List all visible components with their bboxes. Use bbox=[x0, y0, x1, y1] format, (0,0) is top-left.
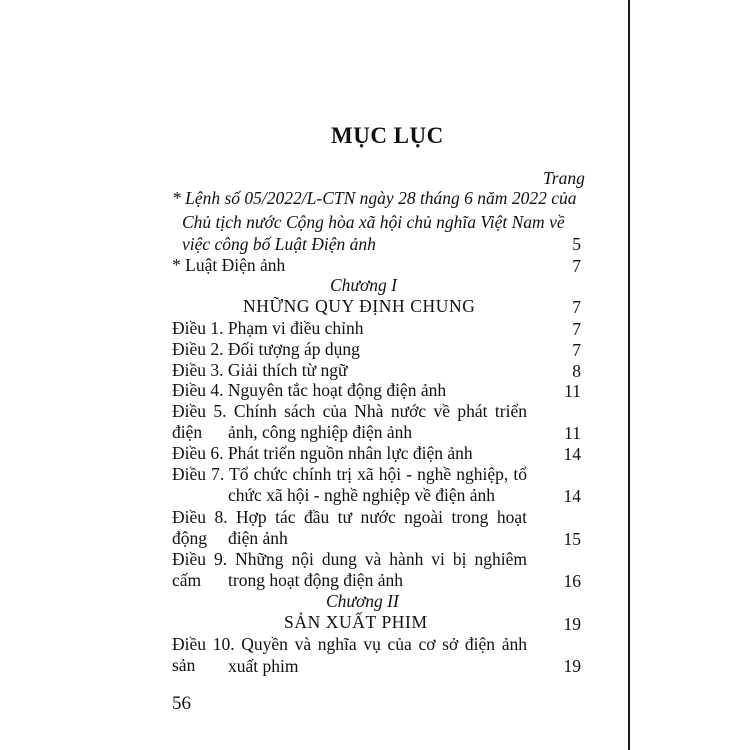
toc-article-page: 14 bbox=[563, 486, 581, 506]
toc-article-continued: chức xã hội - nghề nghiệp về điện ảnh bbox=[228, 485, 496, 505]
page-number: 56 bbox=[172, 693, 191, 714]
page-column-header: Trang bbox=[543, 168, 585, 188]
toc-entry-law-page: 7 bbox=[572, 256, 581, 276]
toc-article: Điều 7. Tổ chức chính trị xã hội - nghề nghiệp, tổ bbox=[172, 464, 527, 484]
toc-article-page: 11 bbox=[564, 381, 581, 401]
page-edge-line bbox=[628, 0, 630, 750]
toc-title: MỤC LỤC bbox=[331, 123, 444, 148]
toc-article: Điều 1. Phạm vi điều chỉnh bbox=[172, 318, 364, 338]
chapter-1-name: NHỮNG QUY ĐỊNH CHUNG bbox=[243, 296, 476, 316]
toc-article-page: 16 bbox=[563, 571, 581, 591]
chapter-2-name: SẢN XUẤT PHIM bbox=[284, 612, 428, 632]
chapter-2-page: 19 bbox=[563, 614, 581, 634]
toc-article: Điều 4. Nguyên tắc hoạt động điện ảnh bbox=[172, 380, 447, 400]
toc-article: Điều 5. Chính sách của Nhà nước về phát triển điện bbox=[172, 401, 527, 442]
chapter-2-label: Chương II bbox=[326, 591, 399, 611]
toc-article-page: 19 bbox=[563, 656, 581, 676]
toc-article-page: 11 bbox=[564, 423, 581, 443]
toc-article-continued: ảnh, công nghiệp điện ảnh bbox=[228, 422, 413, 442]
toc-article-continued: xuất phim bbox=[228, 656, 299, 676]
toc-article: Điều 8. Hợp tác đầu tư nước ngoài trong hoạt động bbox=[172, 507, 527, 548]
toc-article-page: 7 bbox=[572, 340, 581, 360]
toc-article-continued: điện ảnh bbox=[228, 528, 288, 548]
toc-entry-law: * Luật Điện ảnh bbox=[172, 255, 286, 275]
toc-article: Điều 6. Phát triển nguồn nhân lực điện ảnh bbox=[172, 443, 473, 463]
toc-article: Điều 10. Quyền và nghĩa vụ của cơ sở điện ảnh sản bbox=[172, 634, 527, 675]
toc-entry-decree-line3: việc công bố Luật Điện ảnh bbox=[182, 234, 376, 254]
toc-article-page: 8 bbox=[572, 361, 581, 381]
chapter-1-label: Chương I bbox=[330, 275, 398, 295]
toc-article-page: 7 bbox=[572, 319, 581, 339]
toc-article: Điều 9. Những nội dung và hành vi bị nghiêm cấm bbox=[172, 549, 527, 590]
toc-article-continued: trong hoạt động điện ảnh bbox=[228, 570, 403, 590]
toc-article: Điều 3. Giải thích từ ngữ bbox=[172, 360, 348, 380]
toc-entry-decree-line1: * Lệnh số 05/2022/L-CTN ngày 28 tháng 6 năm 2022 của bbox=[172, 188, 577, 208]
toc-entry-decree-page: 5 bbox=[572, 234, 581, 254]
toc-article: Điều 2. Đối tượng áp dụng bbox=[172, 339, 360, 359]
toc-entry-decree-line2: Chủ tịch nước Cộng hòa xã hội chủ nghĩa Việt Nam về bbox=[182, 212, 565, 232]
chapter-1-page: 7 bbox=[572, 297, 581, 317]
toc-article-page: 14 bbox=[563, 444, 581, 464]
toc-article-page: 15 bbox=[563, 529, 581, 549]
